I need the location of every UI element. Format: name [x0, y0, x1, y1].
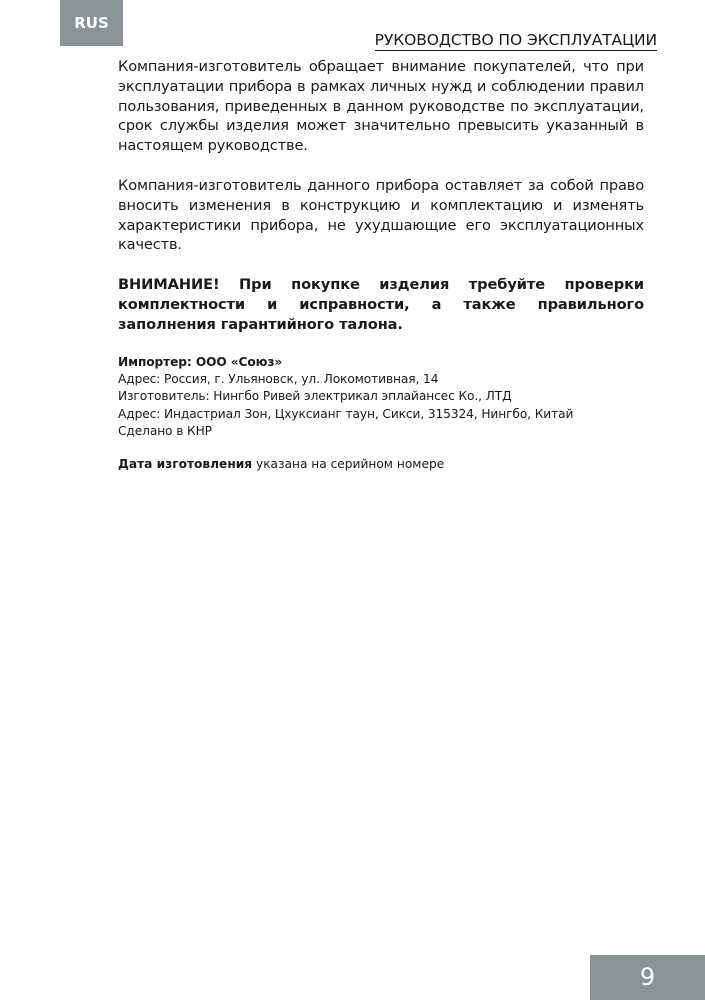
- warning-paragraph: ВНИМАНИЕ! При покупке изделия требуйте проверки комплектности и исправности, а также правильного заполнения гарантийного талона.: [118, 276, 644, 333]
- importer-info: [118, 354, 644, 441]
- manufacturer-name: Изготовитель: Нингбо Ривей электрикал эплайансес Ко., ЛТД: [118, 389, 512, 404]
- production-date-text: указана на серийном номере: [252, 456, 445, 471]
- language-tab: RUS: [60, 0, 123, 46]
- durability-paragraph: Компания-изготовитель обращает внимание покупателей, что при эксплуатации прибора в рамках личных нужд и соблюдении правил пользования, приведенных в данном руководстве по эксплуатации, срок службы изделия может значительно превысить указанный в настоящем руководстве.: [118, 58, 644, 155]
- production-date-label: Дата изготовления: [118, 456, 253, 471]
- manufacturer-address: Адрес: Индастриал Зон, Цхуксианг таун, Сикси, 315324, Нингбо, Китай: [118, 406, 574, 421]
- country-of-origin: Сделано в КНР: [118, 424, 212, 439]
- page-content: [118, 57, 644, 473]
- importer-title: Импортер: ООО «Союз»: [118, 354, 283, 369]
- importer-address: Адрес: Россия, г. Ульяновск, ул. Локомотивная, 14: [118, 371, 439, 386]
- page-number: 9: [590, 955, 705, 1000]
- manual-title: РУКОВОДСТВО ПО ЭКСПЛУАТАЦИИ: [374, 31, 657, 49]
- production-date-line: [118, 456, 644, 473]
- changes-paragraph: Компания-изготовитель данного прибора оставляет за собой право вносить изменения в конструкцию и комплектацию и изменять характеристики прибора, не ухудшающие его эксплуатационных качеств.: [118, 176, 644, 254]
